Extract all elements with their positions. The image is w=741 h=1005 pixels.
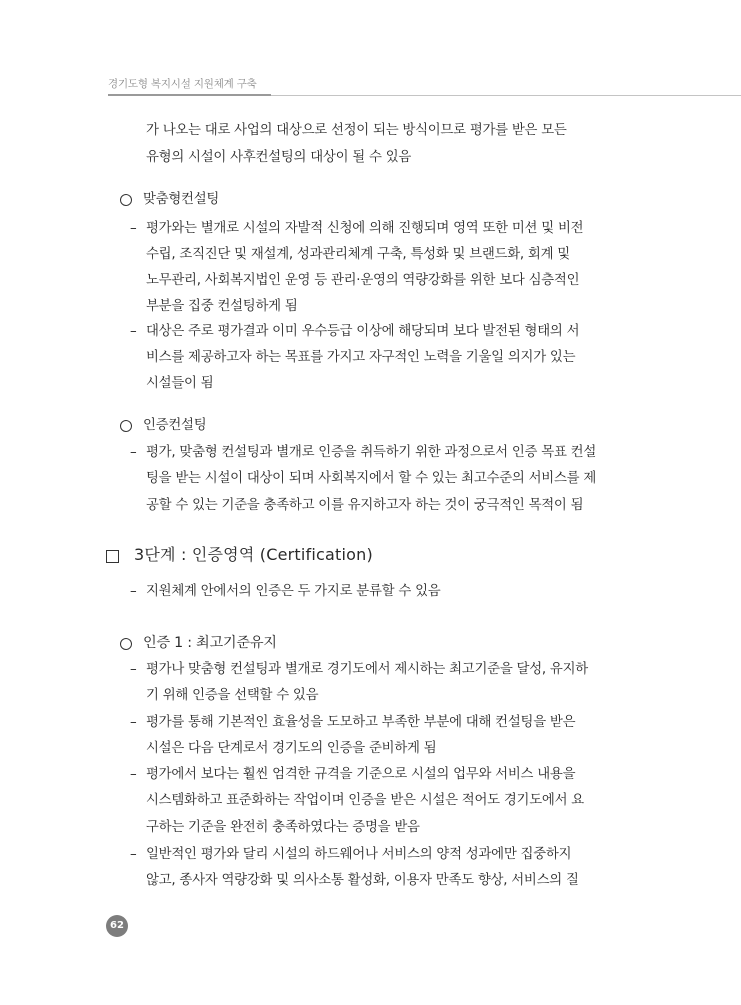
dash-bullet: – — [130, 221, 137, 236]
subsection-heading: 맞춤형컨설팅 — [143, 192, 220, 207]
body-line: 기 위해 인증을 선택할 수 있음 — [146, 688, 319, 703]
dash-bullet: – — [130, 767, 137, 782]
dash-bullet: – — [130, 584, 137, 599]
body-line: 시스템화하고 표준화하는 작업이며 인증을 받은 시설은 적어도 경기도에서 요 — [146, 793, 584, 808]
body-line: 부분을 집중 컨설팅하게 됨 — [146, 299, 298, 314]
body-line: 일반적인 평가와 달리 시설의 하드웨어나 서비스의 양적 성과에만 집중하지 — [146, 847, 572, 862]
page-number-badge: 62 — [106, 915, 128, 937]
dash-bullet: – — [130, 662, 137, 677]
circle-bullet-icon — [120, 194, 132, 206]
body-line: 대상은 주로 평가결과 이미 우수등급 이상에 해당되며 보다 발전된 형태의 서 — [146, 324, 580, 339]
body-line: 않고, 종사자 역량강화 및 의사소통 활성화, 이용자 만족도 향상, 서비스의 질 — [146, 873, 579, 888]
header-rule — [108, 94, 271, 96]
square-bullet-icon — [106, 550, 119, 563]
body-line: 수립, 조직진단 및 재설계, 성과관리체계 구축, 특성화 및 브랜드화, 회계 및 — [146, 247, 570, 262]
body-line: 시설들이 됨 — [146, 376, 214, 391]
body-line: 노무관리, 사회복지법인 운영 등 관리·운영의 역량강화를 위한 보다 심층적인 — [146, 273, 580, 288]
dash-bullet: – — [130, 715, 137, 730]
section-heading: 3단계 : 인증영역 (Certification) — [134, 545, 373, 564]
running-header: 경기도형 복지시설 지원체계 구축 — [108, 78, 257, 90]
body-line: 평가, 맞춤형 컨설팅과 별개로 인증을 취득하기 위한 과정으로서 인증 목표 컨설 — [146, 445, 596, 460]
body-line: 평가에서 보다는 훨씬 엄격한 규격을 기준으로 시설의 업무와 서비스 내용을 — [146, 767, 576, 782]
body-line: 평가와는 별개로 시설의 자발적 신청에 의해 진행되며 영역 또한 미션 및 비전 — [146, 221, 584, 236]
body-line: 비스를 제공하고자 하는 목표를 가지고 자구적인 노력을 기울일 의지가 있는 — [146, 350, 576, 365]
body-line: 지원체계 안에서의 인증은 두 가지로 분류할 수 있음 — [146, 584, 441, 599]
header-rule-extension — [271, 95, 741, 96]
body-line: 평가나 맞춤형 컨설팅과 별개로 경기도에서 제시하는 최고기준을 달성, 유지하 — [146, 662, 588, 677]
dash-bullet: – — [130, 324, 137, 339]
body-line: 가 나오는 대로 사업의 대상으로 선정이 되는 방식이므로 평가를 받은 모든 — [146, 123, 567, 138]
subsection-heading: 인증컨설팅 — [143, 418, 207, 433]
body-line: 평가를 통해 기본적인 효율성을 도모하고 부족한 부분에 대해 컨설팅을 받은 — [146, 715, 576, 730]
body-line: 유형의 시설이 사후컨설팅의 대상이 될 수 있음 — [146, 150, 412, 165]
body-line: 시설은 다음 단계로서 경기도의 인증을 준비하게 됨 — [146, 741, 437, 756]
dash-bullet: – — [130, 445, 137, 460]
subsection-heading: 인증 1 : 최고기준유지 — [143, 635, 277, 651]
body-line: 구하는 기준을 완전히 충족하였다는 증명을 받음 — [146, 820, 420, 835]
dash-bullet: – — [130, 847, 137, 862]
body-line: 팅을 받는 시설이 대상이 되며 사회복지에서 할 수 있는 최고수준의 서비스를 제 — [146, 471, 596, 486]
circle-bullet-icon — [120, 420, 132, 432]
circle-bullet-icon — [120, 638, 132, 650]
body-line: 공할 수 있는 기준을 충족하고 이를 유지하고자 하는 것이 궁극적인 목적이 됨 — [146, 498, 584, 513]
